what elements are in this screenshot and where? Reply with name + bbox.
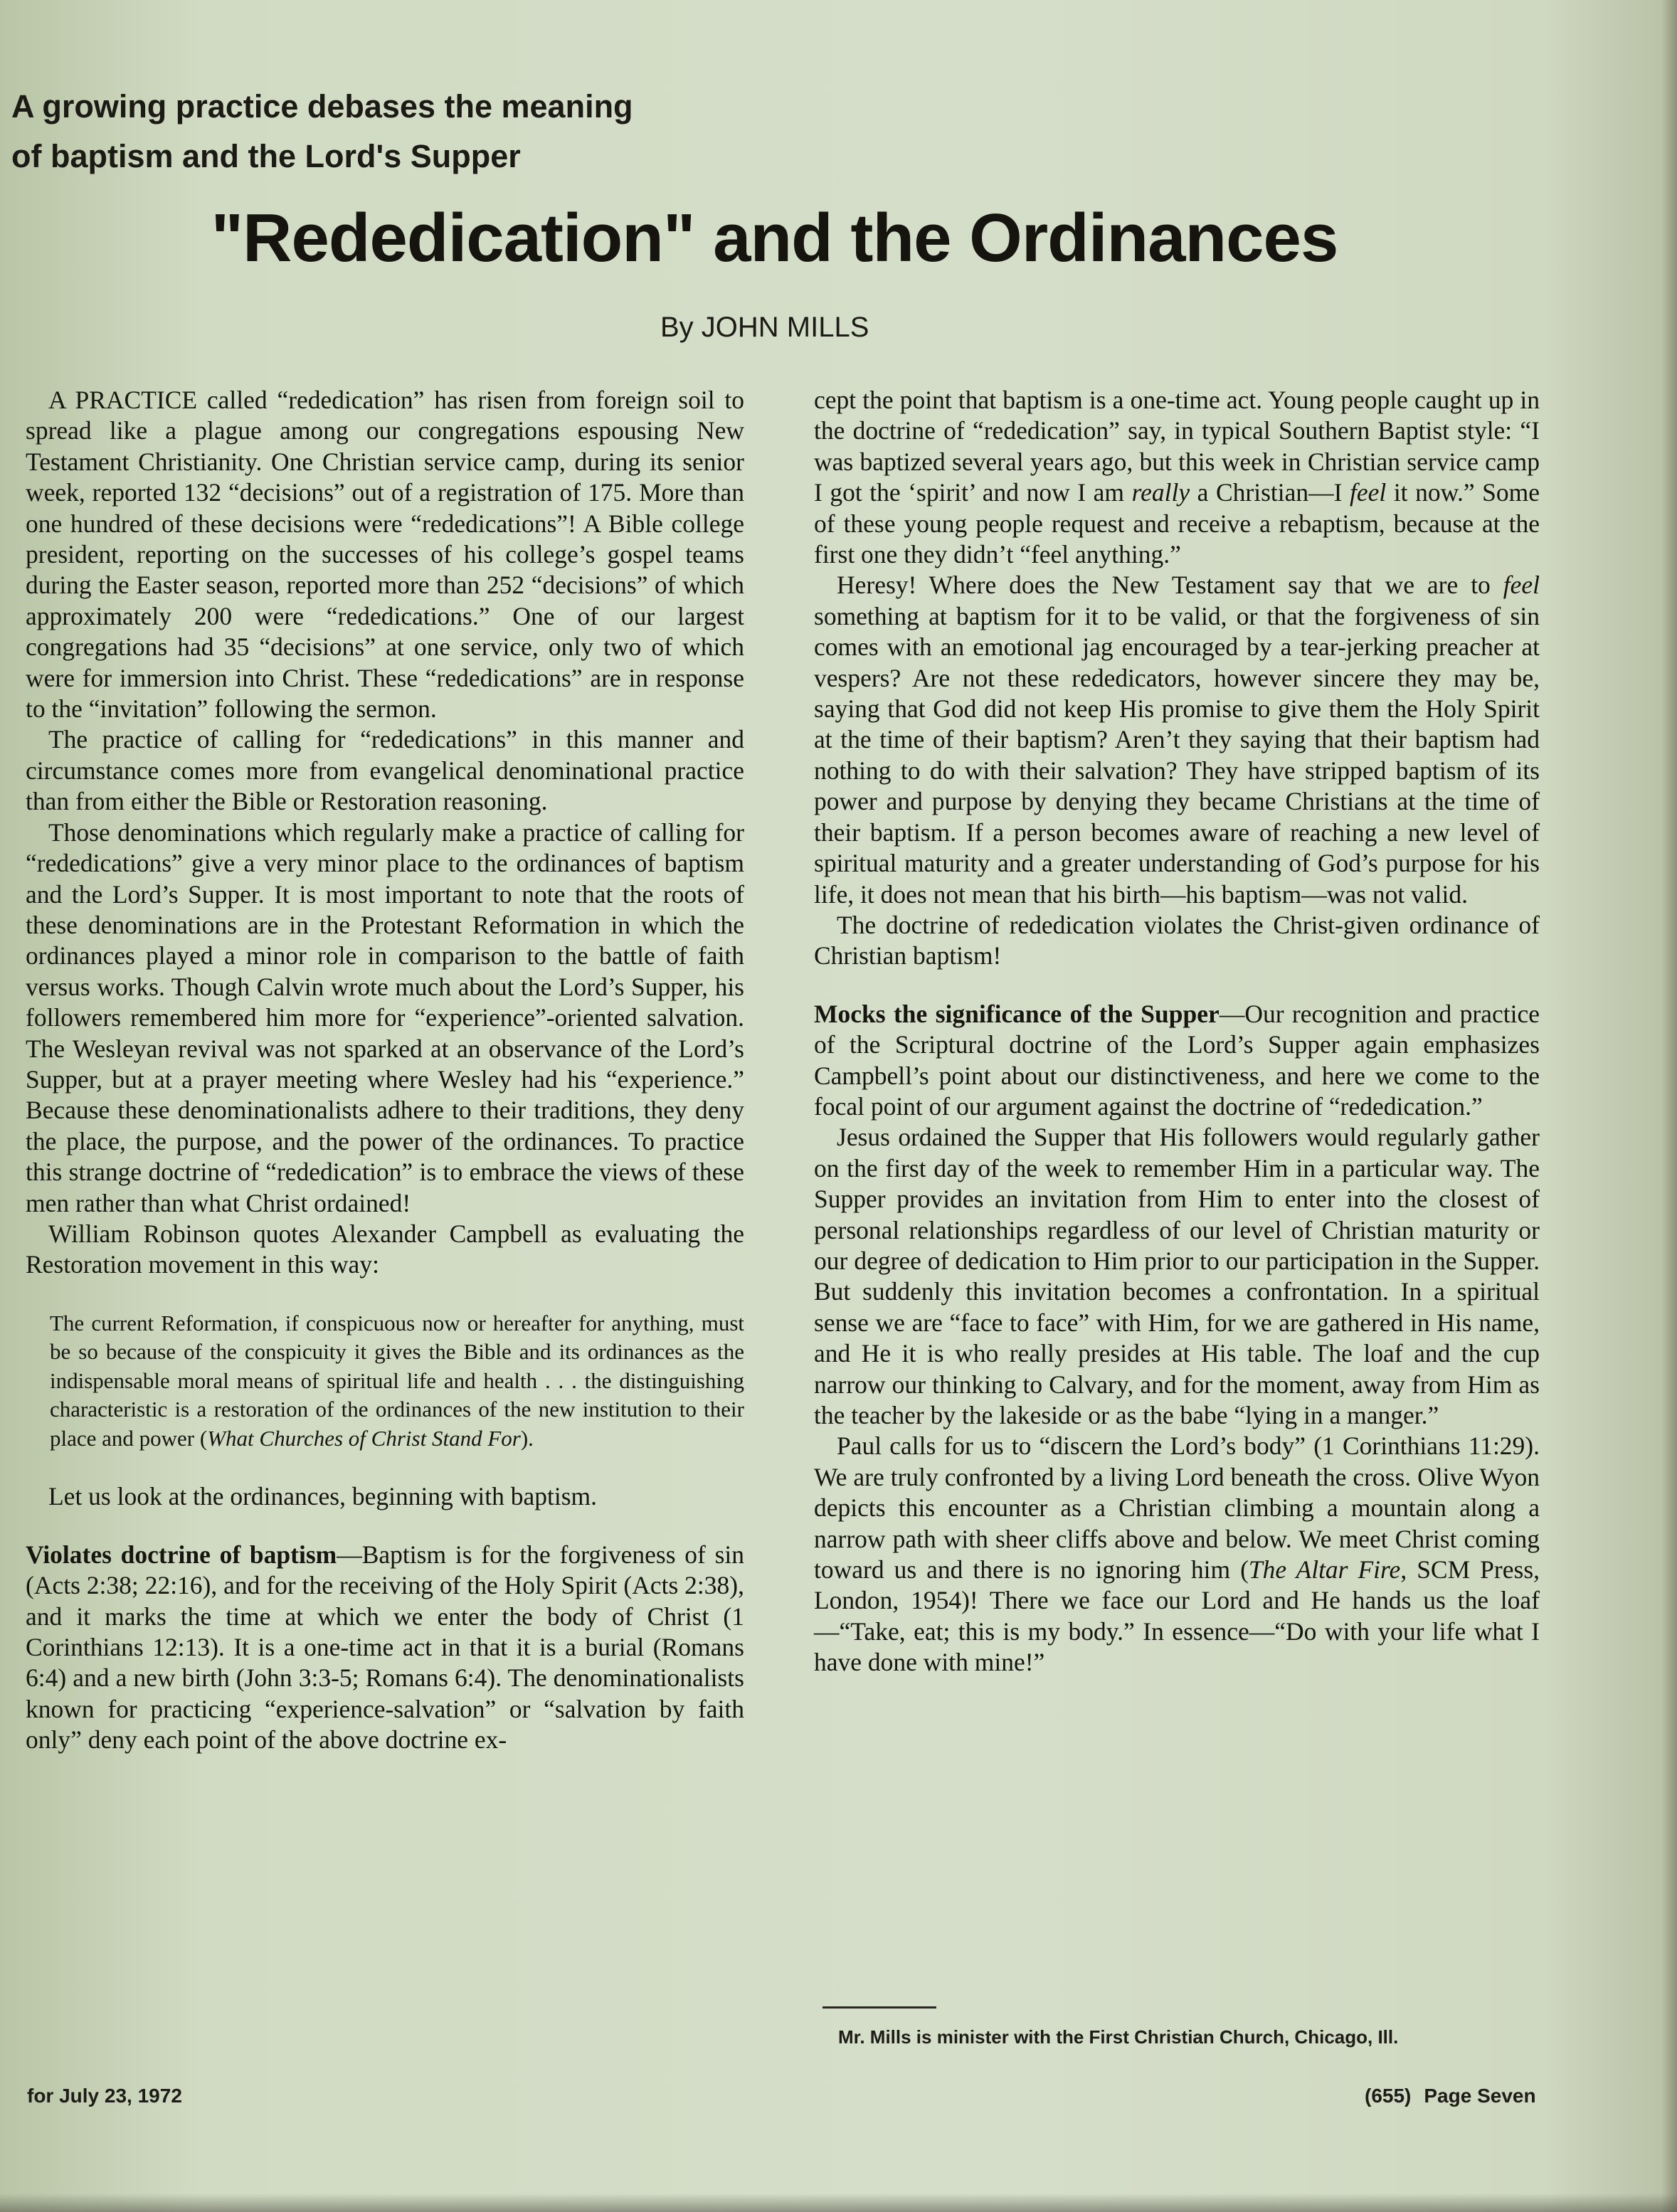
subsection-supper — [814, 999, 1540, 1123]
page-code: (655) — [1365, 2085, 1412, 2107]
paragraph — [814, 385, 1540, 570]
subsection-baptism — [26, 1540, 744, 1756]
author-bio: Mr. Mills is minister with the First Christian Church, Chicago, Ill. — [838, 2026, 1399, 2048]
emphasis: really — [1131, 478, 1190, 507]
issue-date: for July 23, 1972 — [27, 2085, 182, 2107]
paragraph: Jesus ordained the Supper that His followers would regularly gather on the first day of the week to remember Him in a particular way. The Supper provides an invitation from Him to enter into the closest of personal relationships regardless of our level of Christian maturity or our degree of dedication to Him prior to our participation in the Supper. But suddenly this invitation becomes a confrontation. In a spiritual sense we are “face to face” with Him, for we are gathered in His name, and He it is who really presides at His table. The loaf and the cup narrow our thinking to Calvary, and for the moment, away from Him as the teacher by the lakeside or as the babe “lying in a manger.” — [814, 1123, 1540, 1429]
article-kicker — [11, 82, 633, 181]
page-label: Page Seven — [1424, 2085, 1536, 2107]
paragraph: Those denominations which regularly make a practice of calling for “rededications” give a very minor place to the ordinances of baptism and the Lord’s Supper. It is most important to note that the roots of these denominations are in the Protestant Reformation in which the ordinances played a minor role in comparison to the battle of faith versus works. Though Calvin wrote much about the Lord’s Supper, his followers remembered him more for “experience”-oriented salvation. The Wesleyan revival was not sparked at an observance of the Lord’s Supper, but at a prayer meeting where Wesley had his “experience.” Because these denominationalists adhere to their traditions, they deny the place, the purpose, and the power of the ordinances. To practice this strange doctrine of “rededication” is to embrace the views of these men rather than what Christ ordained! — [26, 817, 744, 1217]
paragraph: William Robinson quotes Alexander Campbell as evaluating the Restoration movement in this way: — [26, 1219, 744, 1279]
left-column — [26, 385, 744, 1756]
page-number — [1365, 2083, 1536, 2109]
spacer — [26, 1513, 744, 1540]
text-run: cept the point that baptism is a one-time act. Young people caught up in the doctrine of “rededication” say, in typical Southern Baptist style: “I was baptized several years ago, but this week in Christian service camp I got the ‘spirit’ and now I am — [814, 386, 1540, 507]
page-bottom-shadow — [0, 2194, 1677, 2212]
paragraph: A PRACTICE called “rededication” has risen from foreign soil to spread like a plague among our congregations espousing New Testament Christianity. One Christian service camp, during its senior week, reported 132 “decisions” out of a registration of 175. More than one hundred of these decisions were “rededications”! A Bible college president, reporting on the successes of his college’s gospel teams during the Easter season, reported more than 252 “decisions” of which approximately 200 were “rededications.” One of our largest congregations had 35 “decisions” at one service, only two of which were for immersion into Christ. These “rededications” are in response to the “invitation” following the sermon. — [26, 386, 744, 724]
kicker-line-1: A growing practice debases the meaning — [11, 88, 633, 125]
subsection-text: —Our recognition and practice of the Scriptural doctrine of the Lord’s Supper again emphasizes Campbell’s point about our distinctiveness, and here we come to the focal point of our argument against the doctrine of “rededication.” — [814, 999, 1540, 1121]
subsection-text: —Baptism is for the forgiveness of sin (Acts 2:38; 22:16), and for the receiving of the Holy Spirit (Acts 2:38), and it marks the time at which we enter the body of Christ (1 Corinthians 12:13). It is a one-time act in that it is a burial (Romans 6:4) and a new birth (John 3:3-5; Romans 6:4). The denominationalists known for practicing “experience-salvation” or “salvation by faith only” deny each point of the above doctrine ex- — [26, 1540, 744, 1755]
subsection-heading: Violates doctrine of baptism — [26, 1540, 337, 1569]
text-run: Paul calls for us to “discern the Lord’s body” (1 Corinthians 11:29). We are truly confronted by a living Lord beneath the cross. Olive Wyon depicts this encounter as a Christian climbing a mountain along a narrow path with sheer cliffs above and below. We meet Christ coming toward us and there is no ignoring him ( — [814, 1432, 1540, 1584]
subsection-heading: Mocks the significance of the Supper — [814, 999, 1220, 1028]
quote-end: ). — [520, 1425, 534, 1451]
text-run: Heresy! Where does the New Testament say that we are to — [837, 571, 1503, 600]
footnote-rule — [822, 2006, 936, 2009]
spacer — [814, 972, 1540, 999]
block-quote — [26, 1309, 744, 1454]
emphasis: feel — [1503, 571, 1540, 600]
text-run: it now.” Some of these young people request and receive a rebaptism, because at the first one they didn’t “feel anything.” — [814, 478, 1540, 569]
paragraph: The doctrine of rededication violates the Christ-given ordinance of Christian baptism! — [814, 910, 1540, 970]
article-title: "Rededication" and the Ordinances — [211, 200, 1338, 276]
byline: By JOHN MILLS — [660, 312, 869, 343]
text-run: , SCM Press, London, 1954)! There we face our Lord and He hands us the loaf—“Take, eat; this is my body.” In essence—“Do with your life what I have done with mine!” — [814, 1555, 1540, 1677]
paragraph — [814, 1431, 1540, 1678]
quote-citation: What Churches of Christ Stand For — [207, 1425, 521, 1451]
text-run: a Christian—I — [1190, 478, 1350, 507]
citation: The Altar Fire — [1248, 1555, 1401, 1584]
paragraph — [814, 570, 1540, 909]
right-column — [814, 385, 1540, 1678]
text-run: something at baptism for it to be valid, or that the forgiveness of sin comes with an emotional jag encouraged by a tear-jerking preacher at vespers? Are not these rededicators, however sincere they may be, saying that God did not keep His promise to give them the Holy Spirit at the time of their baptism? Aren’t they saying that their baptism had nothing to do with their salvation? They have stripped baptism of its power and purpose by denying they became Christians at the time of their baptism. If a person becomes aware of reaching a new level of spiritual maturity and a greater understanding of God’s purpose for his life, it does not mean that his birth—his baptism—was not valid. — [814, 601, 1540, 909]
emphasis: feel — [1350, 478, 1387, 507]
paragraph: The practice of calling for “rededications” in this manner and circumstance comes more from evangelical denominational practice than from either the Bible or Restoration reasoning. — [26, 725, 744, 816]
quote-text: The current Reformation, if conspicuous now or hereafter for anything, must be so because of the conspicuity it gives the Bible and its ordinances as the indispensable moral means of spiritual life and health . . . the distinguishing characteristic is a restoration of the ordinances of the new institution to their place and power ( — [50, 1310, 744, 1451]
kicker-line-2: of baptism and the Lord's Supper — [11, 138, 521, 174]
page-edge-shadow — [1661, 0, 1677, 2212]
paragraph: Let us look at the ordinances, beginning with baptism. — [48, 1482, 597, 1511]
